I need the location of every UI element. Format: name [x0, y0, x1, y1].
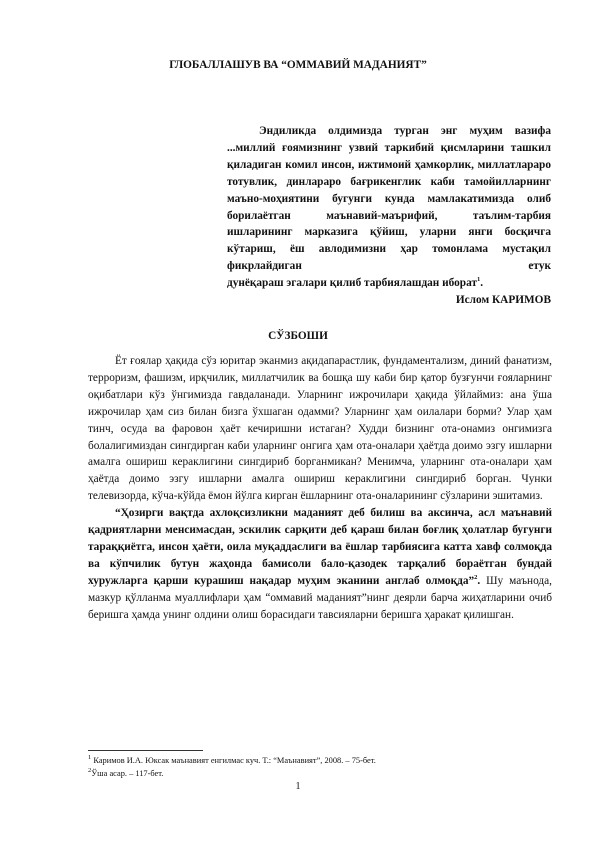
- epigraph: [227, 123, 551, 309]
- epigraph-author: Ислом КАРИМОВ: [455, 294, 551, 307]
- footnote-1-ref: 1: [88, 754, 92, 762]
- epigraph-end: .: [480, 277, 484, 290]
- footnote-ref-1[interactable]: 1: [477, 276, 481, 284]
- paragraph-2-continuation: Шу маънода, мазкур қўлланма муаллифлари ҳам “оммавий маданият”нинг деярли барча жиҳатларини очиб беришга ҳамда унинг олдини олиш борасидаги тавсияларни беришга ҳаракат қилишган.: [88, 574, 553, 621]
- paragraph-1: Ёт ғоялар ҳақида сўз юритар эканмиз ақидапарастлик, фундаментализм, диний фанатизм, терроризм, фашизм, ирқчилик, миллатчилик ва бошқа шу каби бир қатор бузғунчи ғояларнинг оқибатлари кўз ўнгимизда гавдаланади. Уларнинг ижрочилари ҳақида ўйлаймиз: ана ўша ижрочилар ҳам сиз билан бизга ўхшаган одамми? Уларнинг ҳам оилалари борми? Улар ҳам тинч, осуда ва фаровон ҳаёт кечиришни истаган? Худди бизнинг ота-онамиз онгимизга болалигимиздан сингдирган каби уларнинг онгига ҳам ота-оналари ҳаётда доимо эзгу ишларни амалга ошириш кераклигини сингдириб борганмикан? Менимча, уларнинг ота-оналари ҳам ҳаётда доимо эзгу ишларни амалга ошириш кераклигини сингдириб борган. Чунки телевизорда, кўча-кўйда ёмон йўлга кирган ёшларнинг ота-оналарининг сўзларини эшитамиз.: [88, 355, 552, 503]
- paragraph-2: [88, 505, 552, 623]
- footnote-1-text: Каримов И.А. Юксак маънавият енгилмас куч. Т.: “Маънавият”, 2008. – 75-бет.: [91, 756, 376, 765]
- body-text: [88, 353, 552, 624]
- footnote-2-ref: 2: [88, 766, 92, 774]
- footnote-2: [88, 768, 552, 781]
- quote-end: .: [477, 574, 481, 587]
- quote-text: “Ҳозирги вақтда ахлоқсизликни маданият деб билиш ва аксинча, асл маънавий қадриятларни менсимасдан, эскилик сарқити деб қараш билан боғлиқ ҳолатлар бугунги тараққиётга, инсон ҳаёти, оила муқаддаслиги ва ёшлар тарбиясига катта хавф солмоқда ва кўпчилик бутун жаҳонда бамисоли бало-қазодек тарқалиб бораётган бундай хуружларга қарши курашиш нақадар муҳим эканини англаб олмоқда”: [88, 507, 552, 587]
- footnote-2-text: Ўша асар. – 117-бет.: [91, 768, 164, 778]
- section-title: СЎЗБОШИ: [268, 330, 328, 342]
- footnote-1: [88, 755, 552, 768]
- page-title: ГЛОБАЛЛАШУВ ВА “ОММАВИЙ МАДАНИЯТ”: [169, 59, 427, 71]
- epigraph-last-line-text: дунёқараш эгалари қилиб тарбиялашдан иборат: [227, 277, 477, 290]
- epigraph-last-line: [227, 275, 551, 292]
- footnote-separator: [88, 750, 203, 751]
- page-number: 1: [295, 781, 301, 792]
- footnotes: [88, 755, 552, 780]
- footnote-ref-2[interactable]: 2: [474, 574, 478, 582]
- epigraph-text: Эндиликда олдимизда турган энг муҳим вазифа ...миллий ғоямизнинг узвий таркибий қисмларини ташкил қиладиган комил инсон, ижтимоий ҳамкорлик, миллатлараро тотувлик, динлараро бағрикенглик каби тамойилларнинг маъно-моҳиятини бугунги кунда мамлакатимизда олиб борилаётган маънавий-маърифий, таълим-тарбия ишларининг марказига қўйиш, уларни янги босқичга кўтариш, ёш авлодимизни ҳар томонлама мустақил фикрлайдиган етук: [227, 125, 551, 273]
